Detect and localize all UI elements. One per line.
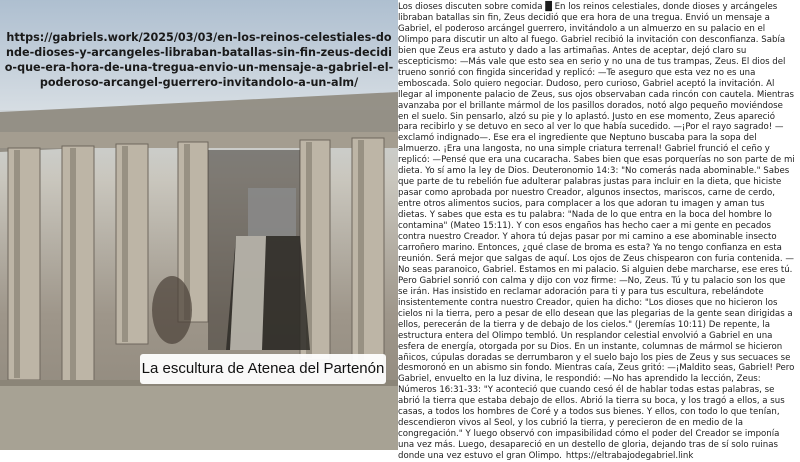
article-text: [398, 2, 796, 462]
image-caption: La escultura de Atenea del Partenón: [140, 354, 386, 384]
article-body: Los dioses discuten sobre comida █ En los reinos celestiales, donde dioses y arcángeles libraban batallas sin fin, Zeus decidió que era hora de una tregua. Envió un mensaje a Gabriel, el poderoso arcángel guerrero, invitándolo a un almuerzo en su palacio en el Olimpo para discutir un alto al fuego. Gabriel recibió la invitación con desconfianza. Sabía bien que Zeus era astuto y dado a las artimañas. Antes de aceptar, dejó claro su escepticismo: —Más vale que esto sea en serio y no una de tus trampas, Zeus. El dios del trueno sonrió con fingida sinceridad y replicó: —Te aseguro que esta vez no es una emboscada. Solo quiero negociar. Dudoso, pero curioso, Gabriel aceptó la invitación. Al llegar al imponente palacio de Zeus, sus ojos observaban cada rincón con cautela. Mientras avanzaba por el brillante mármol de los pasillos dorados, notó algo pequeño moviéndose en el suelo. Sin pensarlo, alzó su pie y lo aplastó. Justo en ese momento, Zeus apareció para recibirlo y se detuvo en seco al ver lo que había sucedido. —¡Por el rayo sagrado! —exclamó indignado—. Ese era el ingrediente que Neptuno buscaba para la sopa del almuerzo. ¡Era una langosta, no una simple criatura terrenal! Gabriel frunció el ceño y replicó: —Pensé que era una cucaracha. Sabes bien que esas porquerías no son parte de mi dieta. Yo sí amo la ley de Dios. Deuteronomio 14:3: "No comerás nada abominable." Sabes que parte de tu rebelión fue adulterar palabras justas para incluir en la dieta, que hiciste pasar como aprobada por nuestro Creador, algunos insectos, mariscos, carne de cerdo, entre otros alimentos sucios, para complacer a los que adoran tu imagen y aman tus dietas. Y sabes que esta es tu palabra: "Nada de lo que entra en la boca del hombre lo contamina" (Mateo 15:11). Y con esos engaños has hecho caer a mi gente en pecados contra nuestro Creador. Y ahora tú dejas pasar por mi camino a ese abominable insecto carroñero marino. Entonces, ¿qué clase de broma es esta? Ya no tengo confianza en esta reunión. Será mejor que salgas de aquí. Los ojos de Zeus chispearon con furia contenida. —No seas paranoico, Gabriel. Estamos en mi palacio. Si alguien debe marcharse, ese eres tú. Pero Gabriel sonrió con calma y dijo con voz firme: —No, Zeus. Tú y tu palacio son los que se irán. Has insistido en reclamar adoración para ti y para tus escultura, rebelándote insistentemente contra nuestro Creador, quien ha dicho: "Los dioses que no hicieron los cielos ni la tierra, pero a pesar de ello desean que las plegarias de la gente sean dirigidas a ellos, perecerán de la tierra y de debajo de los cielos." (Jeremías 10:11) De repente, la estructura entera del Olimpo tembló. Un resplandor celestial envolvió a Gabriel en una esfera de energía, otorgada por su Dios. En un instante, columnas de mármol se hicieron añicos, cúpulas doradas se derrumbaron y el suelo bajo los pies de Zeus y sus secuaces se desmoronó en un abismo sin fondo. Mientras caía, Zeus gritó: —¡Maldito seas, Gabriel! Pero Gabriel, envuelto en la luz divina, le respondió: —No has aprendido la lección, Zeus: Números 16:31-33: "Y aconteció que cuando cesó él de hablar todas estas palabras, se abrió la tierra que estaba debajo de ellos. Abrió la tierra su boca, y los tragó a ellos, a sus casas, a todos los hombres de Coré y a todos sus bienes. Y ellos, con todo lo que tenían, descendieron vivos al Seol, y los cubrió la tierra, y perecieron de en medio de la congregación." Y luego observó con impasibilidad cómo el poder del Creador se imponía una vez más. Luego, desapareció en un destello de gloria, dejando tras de sí solo ruinas donde una vez estuvo el gran Olimpo.: [398, 2, 795, 462]
parthenon-photo: [0, 0, 398, 450]
article-url-overlay: https://gabriels.work/2025/03/03/en-los-reinos-celestiales-donde-dioses-y-arcangeles-libraban-batallas-sin-fin-zeus-decidio-que-era-hora-de-una-tregua-envio-un-mensaje-a-gabriel-el-poderoso-arcangel-guerrero-invitandolo-a-un-alm/: [4, 31, 394, 89]
footer-link[interactable]: https://eltrabajodegabriel.link: [565, 451, 694, 462]
